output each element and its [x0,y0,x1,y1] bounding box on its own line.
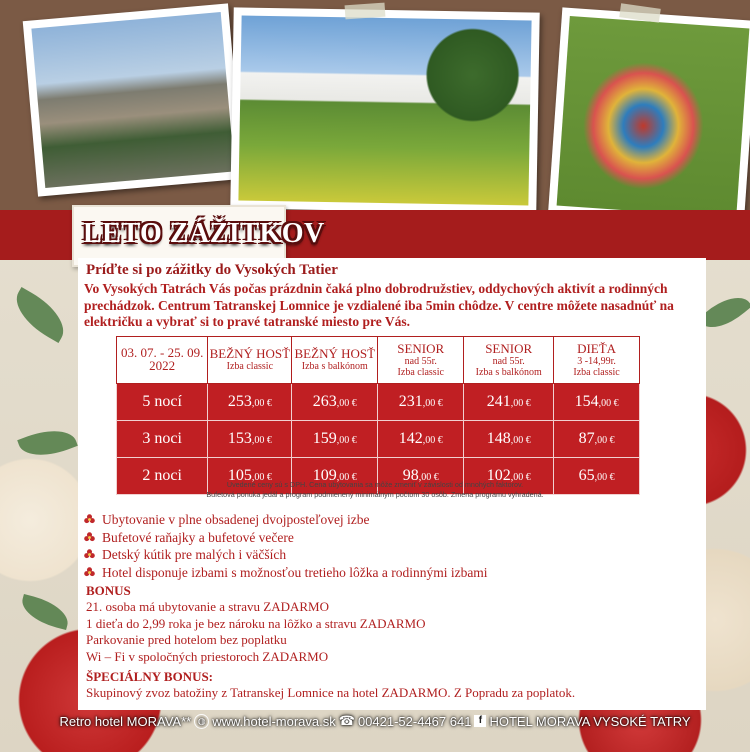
price-cell: 65,00 € [554,458,640,495]
price-cell: 154,00 € [554,384,640,421]
program-note: Bufetová ponuka jedál a program podmienený minimálnym počtom 30 osôb. Zmena programu vyhradená. [206,490,544,499]
price-cell: 148,00 € [464,421,554,458]
bonus-heading: BONUS [86,583,131,598]
list-item: Bufetové raňajky a bufetové večere [84,529,488,547]
facebook-icon[interactable]: f [474,715,486,727]
list-item: Hotel disponuje izbami s možnosťou tretieho lôžka a rodinnými izbami [84,564,488,582]
period-cell [117,337,208,384]
column-header: DIEŤA 3 -14,99r. Izba classic [554,337,640,384]
price-cell: 87,00 € [554,421,640,458]
table-row: 2 noci 105,00 € 109,00 € 98,00 € 102,00 € 65,00 € [117,458,640,495]
period-text: 03. 07. - 25. 09. 2022 [121,345,204,373]
castle-ruins-photo [23,3,244,196]
column-header: BEŽNÝ HOSŤ Izba s balkónom [292,337,378,384]
price-cell: 105,00 € [208,458,292,495]
price-cell: 231,00 € [378,384,464,421]
intro-text: Vo Vysokých Tatrách Vás počas prázdnin čaká plno dobrodružstiev, oddychových aktivít a rodinných prechádzok. Centrum Tatranskej Lomnice je vzdialené iba 5min chôdze. V centre môžete nasadnúť na električku a vybrať si to pravé tatranské miesto pre Vás. [84,281,674,329]
hotel-meadow-photo [230,7,539,213]
price-cell: 142,00 € [378,421,464,458]
price-table-header [117,337,640,384]
column-header: SENIOR nad 55r. Izba s balkónom [464,337,554,384]
phone-number[interactable]: 00421-52-4467 641 [357,713,472,729]
leaf-decoration [7,287,74,343]
column-header: SENIOR nad 55r. Izba classic [378,337,464,384]
bonus-item: 1 dieťa do 2,99 roka je bez nároku na lôžko a stravu ZADARMO [86,615,426,631]
special-bonus-heading: ŠPECIÁLNY BONUS: [86,669,214,684]
table-row: 3 noci 153,00 € 159,00 € 142,00 € 148,00 € 87,00 € [117,421,640,458]
bonus-list [86,599,426,665]
price-cell: 159,00 € [292,421,378,458]
price-cell: 102,00 € [464,458,554,495]
footer [0,706,750,736]
bonus-item: 21. osoba má ubytovanie a stravu ZADARMO [86,599,329,614]
flower-icon [84,549,95,560]
price-table [116,336,640,495]
children-group-photo [548,7,750,226]
tape-decoration [345,3,386,20]
price-cell: 253,00 € [208,384,292,421]
special-bonus-text: Skupinový zvoz batožiny z Tatranskej Lomnice na hotel ZADARMO. Z Popradu za poplatok. [86,685,576,700]
subtitle: Príďte si po zážitky do Vysokých Tatier [86,262,338,278]
flower-icon [84,514,95,525]
flower-icon [84,567,95,578]
page-title: LETO ZÁŽITKOV [83,218,325,249]
price-cell: 109,00 € [292,458,378,495]
price-cell: 263,00 € [292,384,378,421]
leaf-decoration [17,421,78,464]
website-link[interactable]: www.hotel-morava.sk [212,713,336,729]
price-cell: 241,00 € [464,384,554,421]
facebook-name[interactable]: HOTEL MORAVA VYSOKÉ TATRY [489,713,691,729]
feature-list [84,511,488,581]
list-item: Ubytovanie v plne obsadenej dvojposteľovej izbe [84,511,488,529]
price-note: Uvedené ceny sú s DPH. Cena ubytovania sa môže zmeniť v závislosti od mnohých faktorov. [226,480,524,489]
column-header: BEŽNÝ HOSŤ Izba classic [208,337,292,384]
table-row: 5 nocí 253,00 € 263,00 € 231,00 € 241,00 € 154,00 € [117,384,640,421]
leaf-decoration [18,594,73,630]
price-cell: 153,00 € [208,421,292,458]
globe-icon: ◍ [194,714,209,729]
flower-icon [84,532,95,543]
bonus-item: Parkovanie pred hotelom bez poplatku [86,632,287,647]
phone-icon: ☎ [338,713,355,728]
bonus-item: Wi – Fi v spoločných priestoroch ZADARMO [86,648,329,664]
hotel-name: Retro hotel MORAVA** [59,713,192,729]
list-item: Detský kútik pre malých i väčších [84,546,488,564]
price-cell: 98,00 € [378,458,464,495]
